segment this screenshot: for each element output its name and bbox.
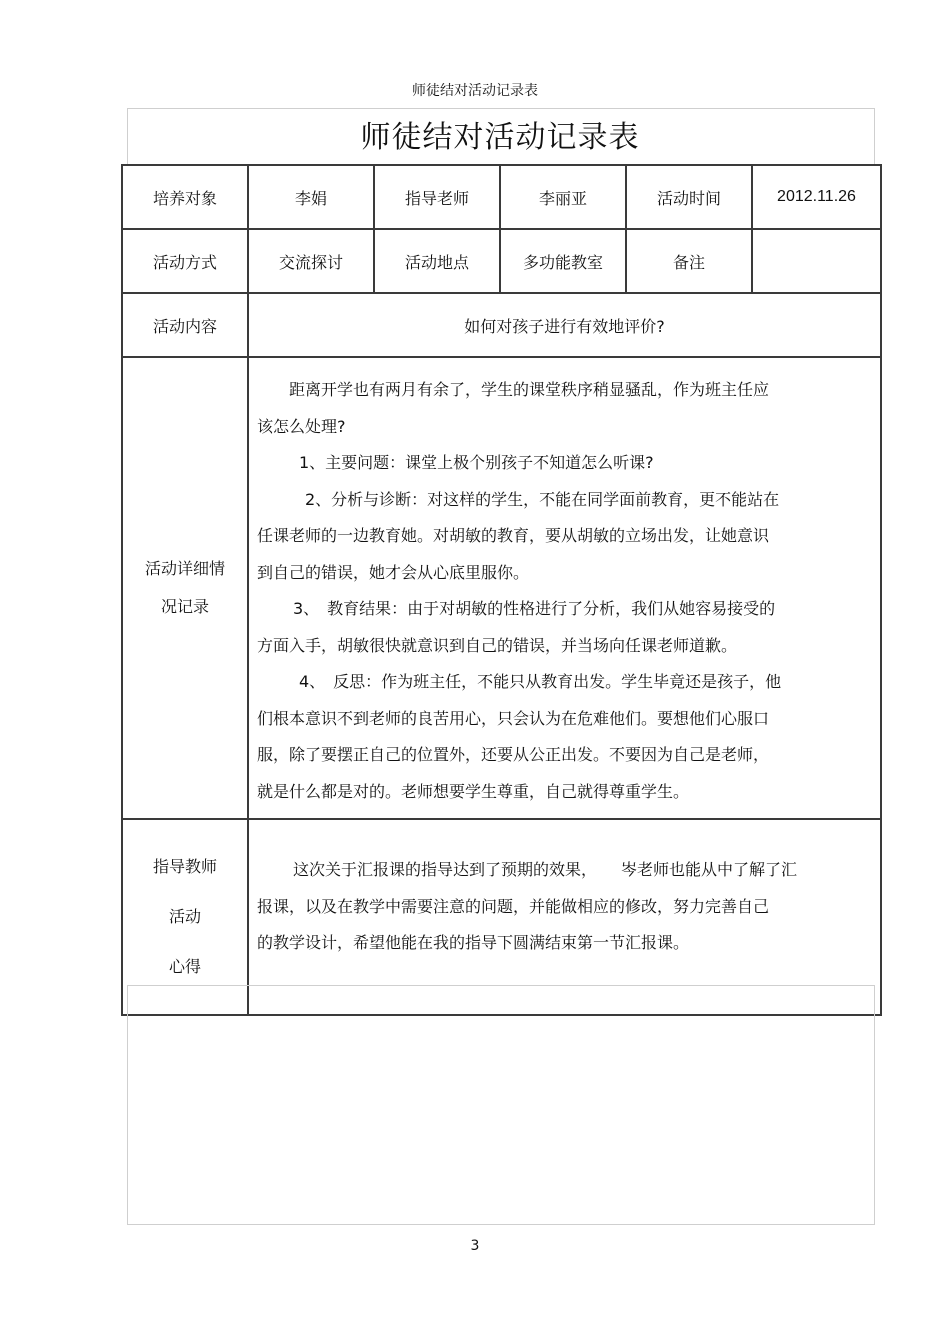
trainee-label: 培养对象 bbox=[122, 165, 248, 229]
detail-record bbox=[248, 357, 881, 819]
mentor-value: 李丽亚 bbox=[500, 165, 626, 229]
reflection-line: 这次关于汇报课的指导达到了预期的效果， 岑老师也能从中了解了汇 bbox=[293, 860, 798, 879]
remark-value bbox=[752, 229, 881, 293]
detail-line: 该怎么处理? bbox=[257, 416, 346, 436]
detail-line: 到自己的错误，她才会从心底里服你。 bbox=[257, 562, 530, 582]
page-number: 3 bbox=[470, 1238, 480, 1254]
reflection-label-line: 心得 bbox=[168, 957, 201, 976]
table-row bbox=[122, 229, 881, 293]
page-title: 师徒结对活动记录表 bbox=[360, 120, 640, 155]
reflection-label-line: 指导教师 bbox=[152, 857, 217, 876]
running-header: 师徒结对活动记录表 bbox=[412, 83, 538, 99]
time-label: 活动时间 bbox=[626, 165, 752, 229]
detail-line: 4、 反思：作为班主任，不能只从教育出发。学生毕竟还是孩子，他 bbox=[299, 672, 782, 691]
activity-record-table bbox=[121, 164, 882, 1016]
detail-label bbox=[122, 357, 248, 819]
place-label: 活动地点 bbox=[374, 229, 500, 293]
table-row bbox=[122, 293, 881, 357]
mode-value: 交流探讨 bbox=[248, 229, 374, 293]
reflection-line: 报课，以及在教学中需要注意的问题，并能做相应的修改，努力完善自己 bbox=[257, 896, 770, 916]
place-value: 多功能教室 bbox=[500, 229, 626, 293]
detail-line: 们根本意识不到老师的良苦用心，只会认为在危难他们。要想他们心服口 bbox=[257, 708, 770, 728]
detail-line: 任课老师的一边教育她。对胡敏的教育，要从胡敏的立场出发，让她意识 bbox=[257, 526, 770, 545]
remark-label: 备注 bbox=[626, 229, 752, 293]
detail-line: 就是什么都是对的。老师想要学生尊重，自己就得尊重学生。 bbox=[257, 781, 690, 801]
detail-line: 方面入手，胡敏很快就意识到自己的错误，并当场向任课老师道歉。 bbox=[257, 635, 738, 655]
detail-line: 3、 教育结果：由于对胡敏的性格进行了分析，我们从她容易接受的 bbox=[293, 599, 776, 618]
content-label: 活动内容 bbox=[122, 293, 248, 357]
trainee-value: 李娟 bbox=[248, 165, 374, 229]
detail-label-line: 况记录 bbox=[160, 597, 209, 616]
table-row bbox=[122, 357, 881, 819]
detail-label-line: 活动详细情 bbox=[144, 559, 225, 578]
detail-line: 服，除了要摆正自己的位置外，还要从公正出发。不要因为自己是老师， bbox=[257, 745, 770, 764]
mode-label: 活动方式 bbox=[122, 229, 248, 293]
time-value: 2012.11.26 bbox=[752, 165, 881, 229]
content-value: 如何对孩子进行有效地评价? bbox=[248, 293, 881, 357]
detail-line: 距离开学也有两月有余了，学生的课堂秩序稍显骚乱，作为班主任应 bbox=[289, 380, 770, 399]
mentor-label: 指导老师 bbox=[374, 165, 500, 229]
reflection-label-line: 活动 bbox=[168, 907, 201, 926]
detail-line: 1、主要问题：课堂上极个别孩子不知道怎么听课? bbox=[299, 453, 654, 472]
blank-area-box bbox=[127, 985, 875, 1225]
reflection-line: 的教学设计，希望他能在我的指导下圆满结束第一节汇报课。 bbox=[257, 933, 690, 952]
table-row bbox=[122, 165, 881, 229]
detail-line: 2、分析与诊断：对这样的学生，不能在同学面前教育，更不能站在 bbox=[305, 489, 780, 509]
